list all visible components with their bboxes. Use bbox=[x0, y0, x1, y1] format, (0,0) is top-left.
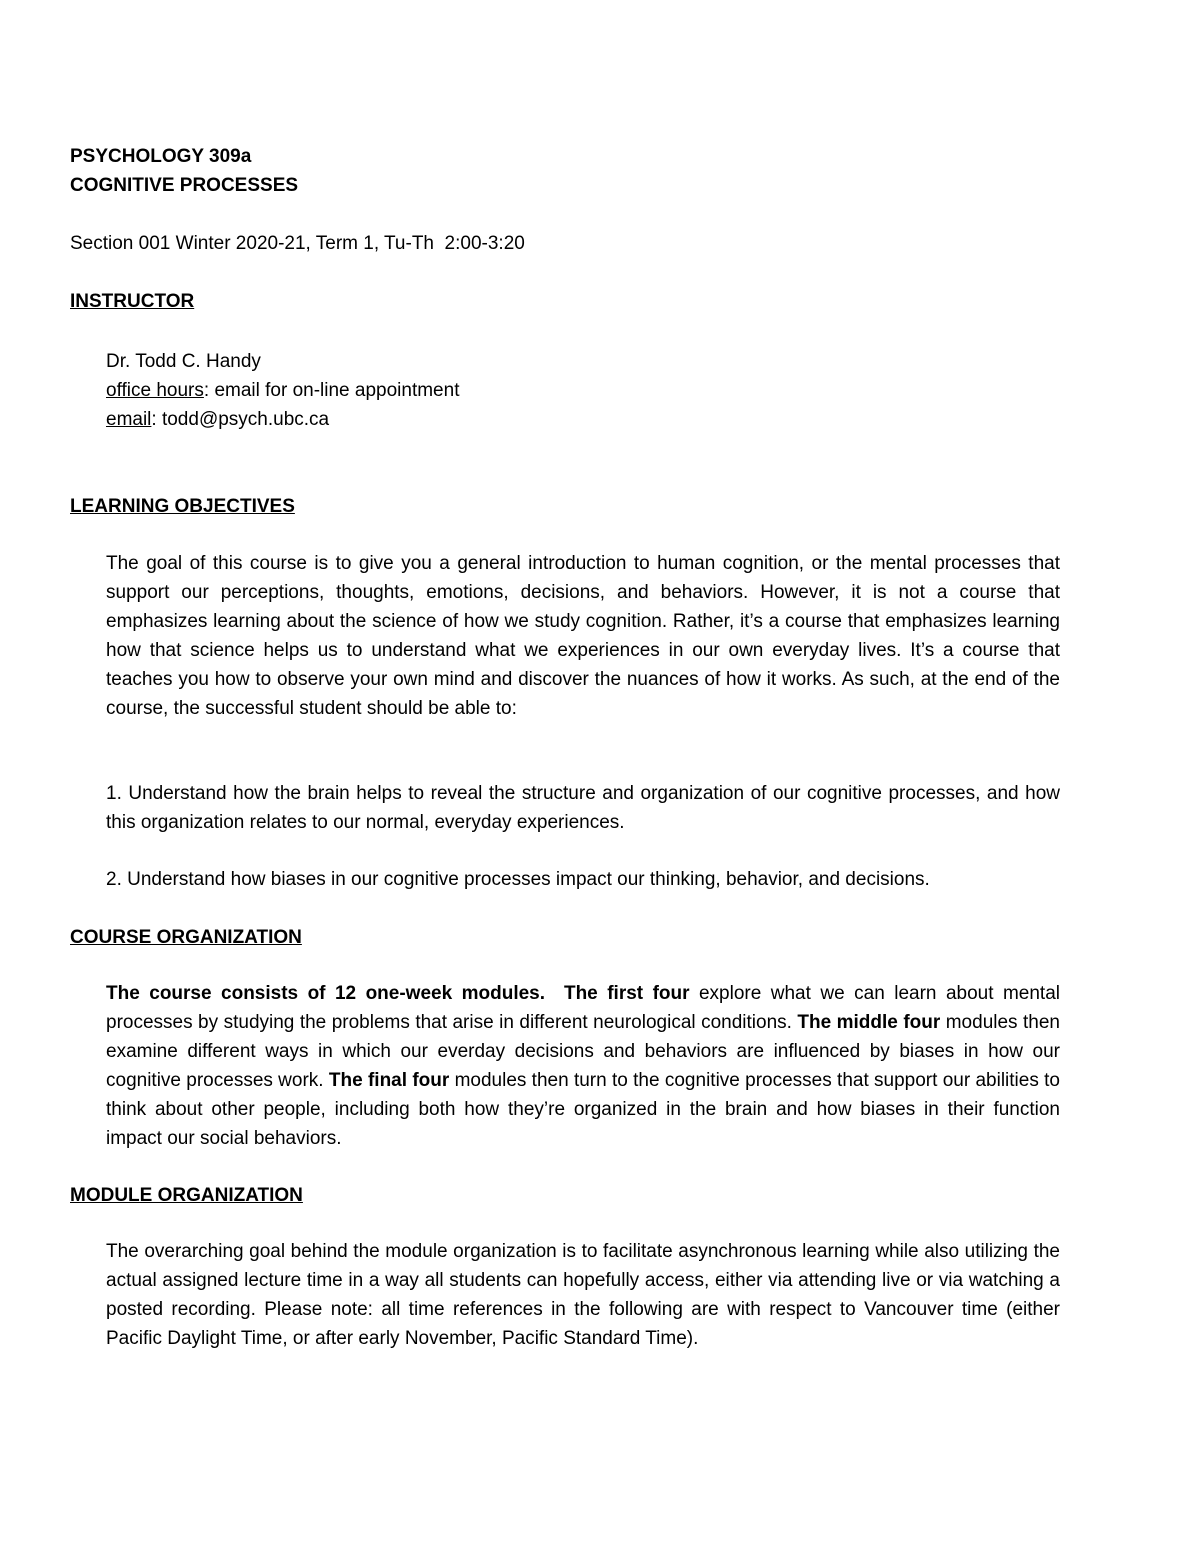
module-organization-text bbox=[106, 1237, 1060, 1353]
email-value: : todd@psych.ubc.ca bbox=[151, 409, 330, 430]
learning-objectives-heading: LEARNING OBJECTIVES bbox=[70, 496, 295, 517]
course-organization-text bbox=[106, 979, 1060, 1153]
course-title: COGNITIVE PROCESSES bbox=[70, 175, 299, 196]
office-hours-value: : email for on-line appointment bbox=[203, 380, 460, 401]
office-hours bbox=[106, 376, 459, 405]
office-hours-label: office hours bbox=[106, 380, 204, 401]
email-label: email bbox=[106, 409, 152, 430]
course-org-text-2: explore what we can learn about mental processes by studying the problems that arise in different neurological conditions. bbox=[106, 983, 1060, 1033]
objective-item-1-text: 1. Understand how the brain helps to reveal the structure and organization of our cognitive processes, and how this organization relates to our normal, everyday experiences. bbox=[106, 783, 1060, 833]
module-organization-paragraph: The overarching goal behind the module organization is to facilitate asynchronous learning while also utilizing the actual assigned lecture time in a way all students can hopefully access, either via attending live or via watching a posted recording. Please note: all time references in the following are with respect to Vancouver time (either Pacific Daylight Time, or after early November, Pacific Standard Time). bbox=[106, 1241, 1060, 1349]
objective-item-1 bbox=[106, 779, 1060, 837]
section-info: Section 001 Winter 2020-21, Term 1, Tu-Th 2:00-3:20 bbox=[70, 233, 525, 254]
objective-item-2: 2. Understand how biases in our cognitive processes impact our thinking, behavior, and decisions. bbox=[106, 869, 930, 890]
instructor-heading: INSTRUCTOR bbox=[70, 291, 195, 312]
course-org-bold-1: The course consists of 12 one-week modules. bbox=[106, 983, 546, 1004]
course-org-bold-3: The middle four bbox=[797, 1012, 941, 1033]
course-org-bold-4: The final four bbox=[328, 1070, 450, 1091]
learning-objectives-intro-text: The goal of this course is to give you a general introduction to human cognition, or the mental processes that support our perceptions, thoughts, emotions, decisions, and behaviors. However, it is not a course that emphasizes learning about the science of how we study cognition. Rather, it’s a course that emphasizes learning how that science helps us to understand what we experiences in our own everyday lives. It’s a course that teaches you how to observe your own mind and discover the nuances of how it works. As such, at the end of the course, the successful student should be able to: bbox=[106, 553, 1060, 719]
course-code: PSYCHOLOGY 309a bbox=[70, 146, 252, 167]
course-organization-paragraph bbox=[106, 979, 1060, 1153]
course-org-bold-2: The first four bbox=[563, 983, 690, 1004]
module-organization-heading: MODULE ORGANIZATION bbox=[70, 1185, 303, 1206]
learning-objectives-intro bbox=[106, 549, 1060, 723]
instructor-name: Dr. Todd C. Handy bbox=[106, 351, 261, 372]
instructor-email bbox=[106, 405, 329, 434]
course-org-text-1 bbox=[545, 983, 564, 1004]
course-org-text-4: modules then turn to the cognitive processes that support our abilities to think about other people, including both how they’re organized in the brain and how biases in their function impact our social behaviors. bbox=[106, 1070, 1060, 1149]
course-organization-heading: COURSE ORGANIZATION bbox=[70, 927, 302, 948]
course-org-text-3: modules then examine different ways in which our everday decisions and behaviors are influenced by biases in how our cognitive processes work. bbox=[106, 1012, 1060, 1091]
